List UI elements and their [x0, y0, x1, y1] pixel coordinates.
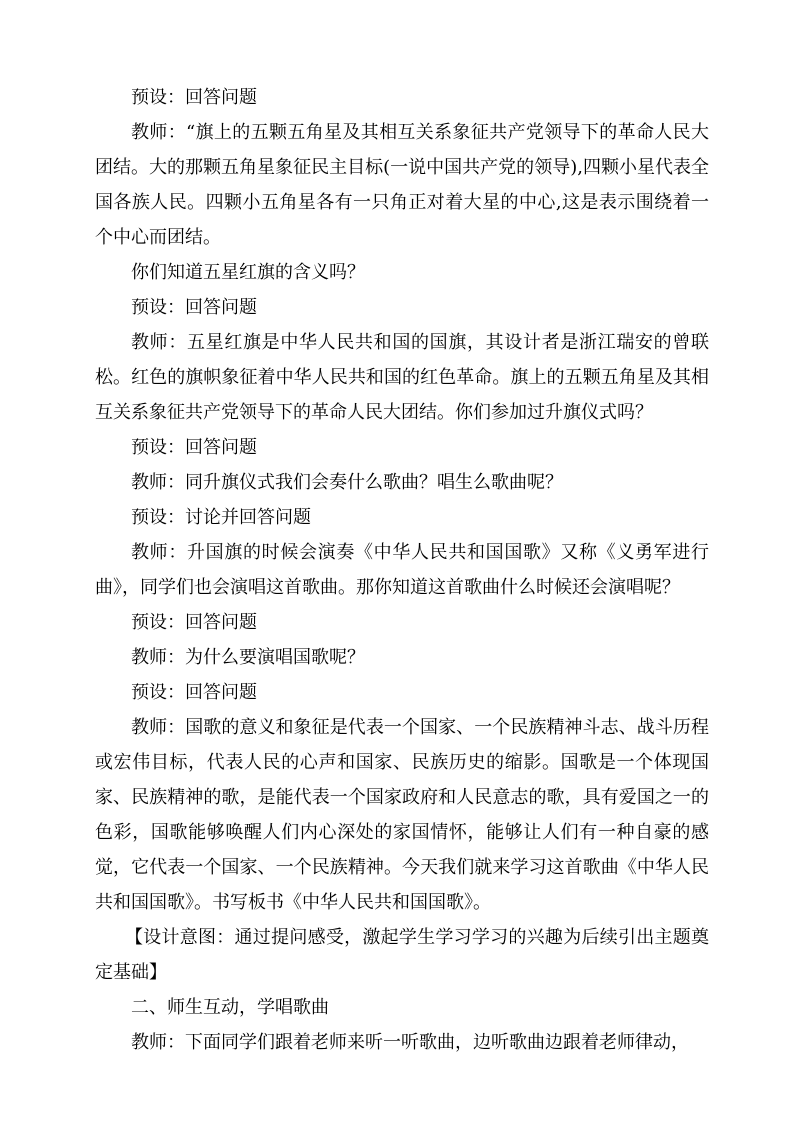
paragraph-teacher-anthem-meaning: 教师：国歌的意义和象征是代表一个国家、一个民族精神斗志、战斗历程或宏伟目标，代表人民的心声和国家、民族历史的缩影。国歌是一个体现国家、民族精神的歌，是能代表一个国家政府和人民意志的歌，具有爱国之一的色彩，国歌能够唤醒人们内心深处的家国情怀，能够让人们有一种自豪的感觉，它代表一个国家、一个民族精神。今天我们就来学习这首歌曲《中华人民共和国国歌》。书写板书《中华人民共和国国歌》。: [95, 717, 709, 913]
paragraph-teacher-anthem: 教师：升国旗的时候会演奏《中华人民共和国国歌》又称《义勇军进行曲》，同学们也会演唱这首歌曲。那你知道这首歌曲什么时候还会演唱呢？: [95, 542, 709, 598]
paragraph-teacher-national-flag: 教师：五星红旗是中华人民共和国的国旗，其设计者是浙江瑞安的曾联松。红色的旗帜象征着中华人民共和国的红色革命。旗上的五颗五角星及其相互关系象征共产党领导下的革命人民大团结。你们参加过升旗仪式吗？: [95, 332, 709, 423]
section-heading-interaction: 二、师生互动，学唱歌曲: [131, 997, 329, 1018]
paragraph-preset-2: 预设：回答问题: [131, 297, 257, 318]
paragraph-teacher-flag-stars: 教师：“旗上的五颗五角星及其相互关系象征共产党领导下的革命人民大团结。大的那颗五角星象征民主目标(一说中国共产党的领导),四颗小星代表全国各族人民。四颗小五角星各有一只角正对着大星的中心,这是表示围绕着一个中心而团结。: [95, 122, 709, 248]
paragraph-preset-discuss: 预设：讨论并回答问题: [131, 507, 311, 528]
paragraph-teacher-ceremony-song: 教师：同升旗仪式我们会奏什么歌曲？唱生么歌曲呢？: [131, 472, 563, 493]
document-body: [95, 80, 709, 1060]
paragraph-teacher-listen: 教师：下面同学们跟着老师来听一听歌曲，边听歌曲边跟着老师律动，: [131, 1032, 689, 1053]
paragraph-question-meaning: 你们知道五星红旗的含义吗？: [131, 262, 365, 283]
paragraph-preset-3: 预设：回答问题: [131, 437, 257, 458]
paragraph-design-intent: 【设计意图：通过提问感受，激起学生学习学习的兴趣为后续引出主题奠定基础】: [95, 927, 709, 983]
paragraph-preset-4: 预设：回答问题: [131, 612, 257, 633]
paragraph-preset-1: 预设：回答问题: [131, 87, 257, 108]
paragraph-preset-5: 预设：回答问题: [131, 682, 257, 703]
paragraph-teacher-why-sing: 教师：为什么要演唱国歌呢？: [131, 647, 365, 668]
